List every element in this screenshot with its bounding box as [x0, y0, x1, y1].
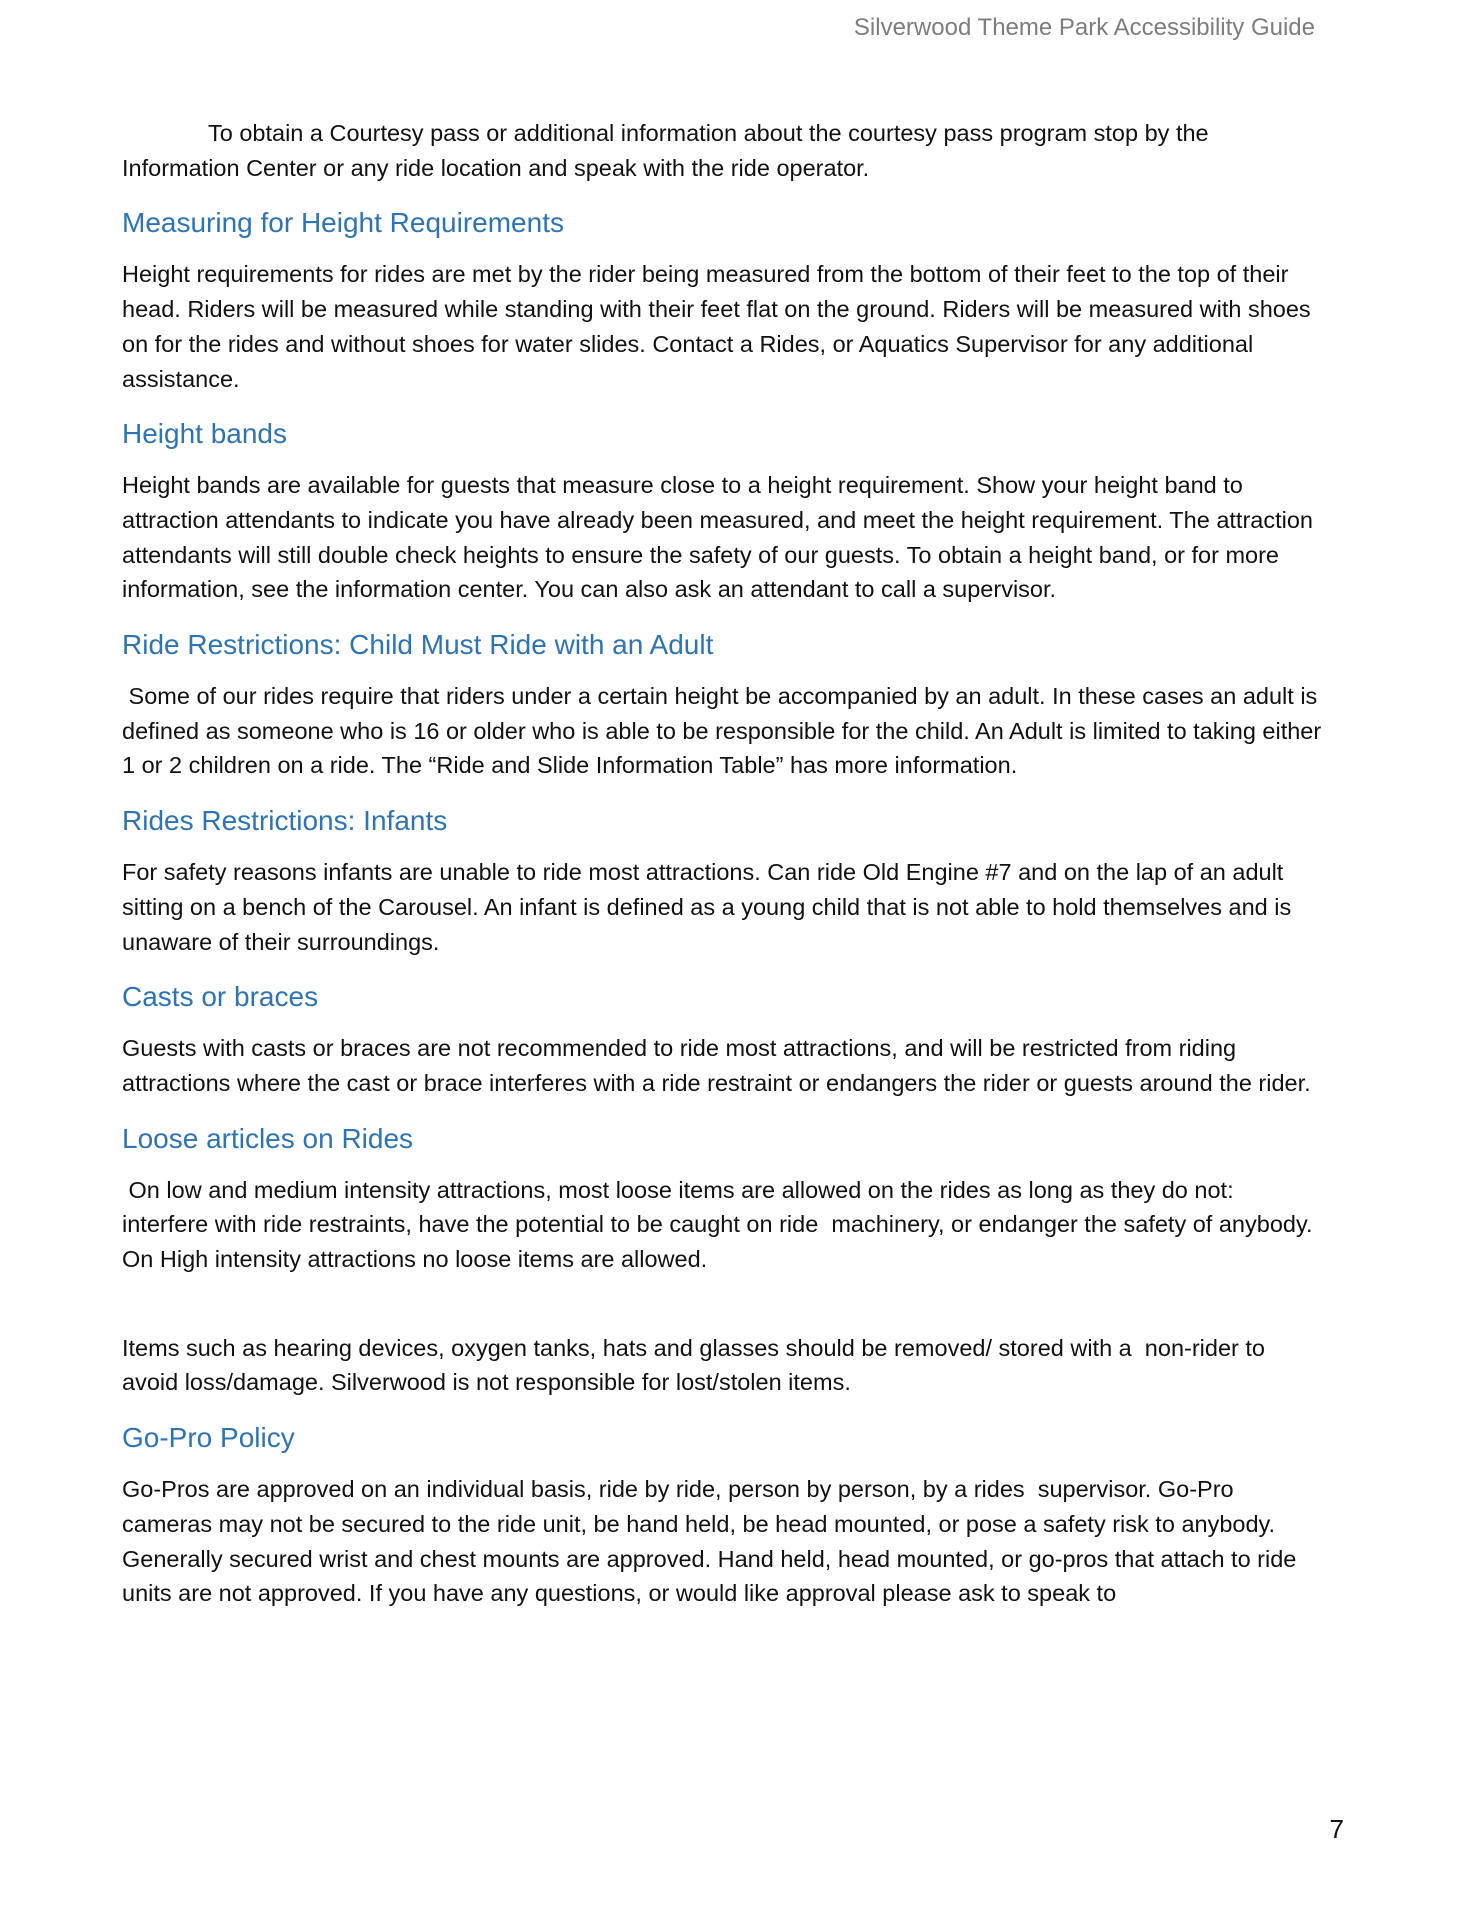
intro-paragraph: To obtain a Courtesy pass or additional information about the courtesy pass program stop by the Information Center or any ride location and speak with the ride operator.: [122, 120, 1216, 181]
section-paragraph: Some of our rides require that riders under a certain height be accompanied by an adult. In these cases an adult is defined as someone who is 16 or older who is able to be responsible for the child. An Adult is limited to taking either 1 or 2 children on a ride. The “Ride and Slide Information Table” has more information.: [122, 683, 1328, 779]
section-heading: Ride Restrictions: Child Must Ride with an Adult: [122, 629, 714, 661]
section-heading: Casts or braces: [122, 981, 319, 1013]
section-heading: Go-Pro Policy: [122, 1422, 295, 1454]
document-body: [122, 116, 1328, 1611]
section-paragraph: Height requirements for rides are met by the rider being measured from the bottom of their feet to the top of their head. Riders will be measured while standing with their feet flat on the ground. Riders will be measured with shoes on for the rides and without shoes for water slides. Contact a Rides, or Aquatics Supervisor for any additional assistance.: [122, 261, 1318, 392]
running-header: Silverwood Theme Park Accessibility Guide: [853, 14, 1315, 41]
section-heading: Loose articles on Rides: [122, 1122, 414, 1154]
section-paragraph: On low and medium intensity attractions, most loose items are allowed on the rides as long as they do not: interfere with ride restraints, have the potential to be caught on ride machinery, or endanger the safety of anybody. On High intensity attractions no loose items are allowed.: [122, 1176, 1320, 1273]
section-measuring-height: [122, 205, 1322, 396]
section-casts-braces: [122, 979, 1322, 1100]
section-heading: Rides Restrictions: Infants: [122, 805, 448, 837]
section-go-pro-policy: [122, 1420, 1322, 1611]
section-paragraph: For safety reasons infants are unable to ride most attractions. Can ride Old Engine #7 and on the lap of an adult sitting on a bench of the Carousel. An infant is defined as a young child that is not able to hold themselves and is unaware of their surroundings.: [122, 859, 1298, 955]
section-paragraph: Height bands are available for guests that measure close to a height requirement. Show your height band to attraction attendants to indicate you have already been measured, and meet the height requirement. The attraction attendants will still double check heights to ensure the safety of our guests. To obtain a height band, or for more information, see the information center. You can also ask an attendant to call a supervisor.: [122, 472, 1320, 603]
section-infants: [122, 803, 1322, 959]
section-child-with-adult: [122, 627, 1328, 783]
section-paragraph: Guests with casts or braces are not recommended to ride most attractions, and will be restricted from riding attractions where the cast or brace interferes with a ride restraint or endangers the rider or guests around the rider.: [122, 1035, 1311, 1096]
section-height-bands: [122, 416, 1322, 607]
page-number: 7: [1329, 1814, 1344, 1844]
section-heading: Measuring for Height Requirements: [122, 207, 564, 239]
section-heading: Height bands: [122, 418, 288, 450]
section-loose-articles: [122, 1121, 1322, 1401]
section-paragraph: Items such as hearing devices, oxygen tanks, hats and glasses should be removed/ stored with a non-rider to avoid loss/damage. Silverwood is not responsible for lost/stolen items.: [122, 1334, 1272, 1396]
paragraph-spacer: [122, 1277, 1322, 1331]
section-paragraph: Go-Pros are approved on an individual basis, ride by ride, person by person, by a rides supervisor. Go-Pro cameras may not be secured to the ride unit, be hand held, be head mounted, or pose a safety risk to anybody. Generally secured wrist and chest mounts are approved. Hand held, head mounted, or go-pros that attach to ride units are not approved. If you have any questions, or would like approval please ask to speak to: [122, 1476, 1303, 1607]
